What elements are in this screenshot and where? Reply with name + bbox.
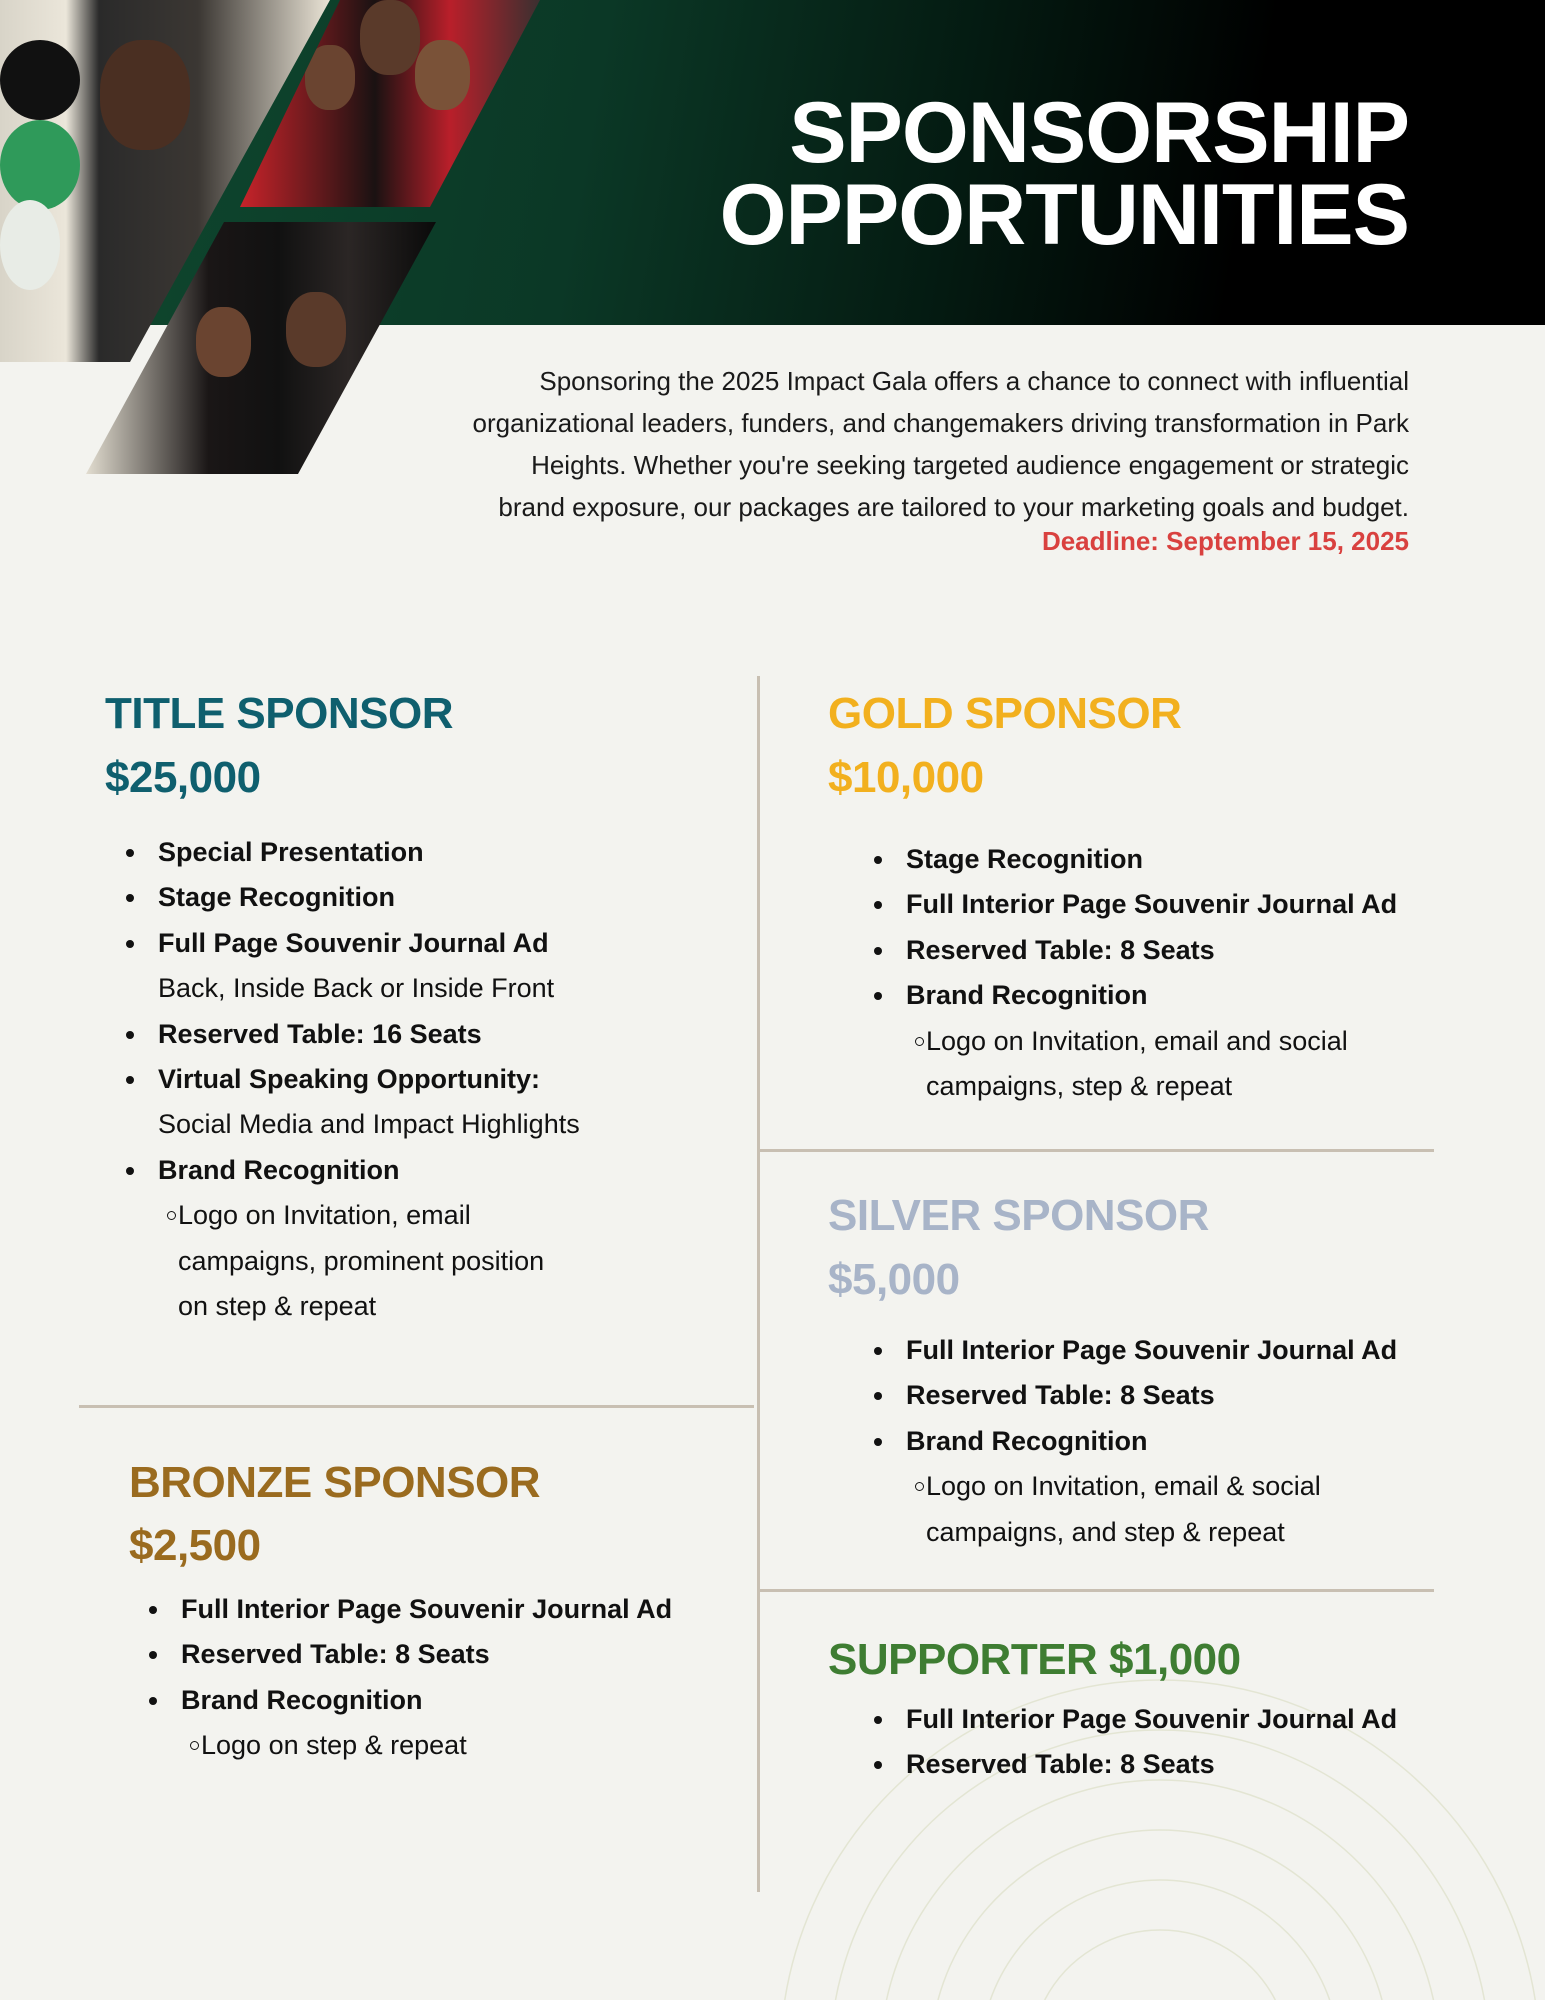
title-line: OPPORTUNITIES — [719, 167, 1409, 263]
bullet-icon — [874, 947, 882, 955]
circle-bullet-icon — [915, 1037, 924, 1046]
silver-sponsor-benefits — [874, 1328, 1397, 1555]
list-item-text: Full Interior Page Souvenir Journal Ad — [906, 1335, 1398, 1365]
bullet-icon — [874, 856, 882, 864]
list-item — [126, 1148, 580, 1193]
list-item-text: Stage Recognition — [906, 844, 1144, 874]
deadline-text: Deadline: September 15, 2025 — [1041, 526, 1409, 556]
decorative-arc — [1045, 1930, 1276, 2000]
list-item-text: Full Interior Page Souvenir Journal Ad — [181, 1594, 673, 1624]
list-item — [126, 1012, 580, 1057]
bullet-icon — [126, 849, 134, 857]
silver-sponsor-heading: SILVER SPONSOR — [828, 1191, 1209, 1240]
sub-list-item — [874, 1019, 1397, 1064]
list-item — [126, 1057, 580, 1102]
bullet-icon — [874, 1438, 882, 1446]
sub-list-item — [126, 1284, 580, 1329]
bullet-icon — [126, 1076, 134, 1084]
list-item-text: Brand Recognition — [158, 1154, 400, 1185]
bullet-icon — [149, 1697, 157, 1705]
list-item — [126, 830, 580, 875]
list-item — [874, 1419, 1397, 1464]
bullet-icon — [874, 1347, 882, 1355]
list-item-text: Brand Recognition — [906, 1425, 1148, 1456]
sub-list-item — [126, 1239, 580, 1284]
list-item — [874, 1742, 1397, 1787]
intro-line: Sponsoring the 2025 Impact Gala offers a chance to connect with influential — [539, 366, 1409, 396]
bullet-icon — [874, 901, 882, 909]
sub-list-item — [874, 1064, 1397, 1109]
list-item-text: campaigns, and step & repeat — [926, 1516, 1285, 1547]
list-item — [874, 882, 1397, 927]
list-item-text: Reserved Table: 8 Seats — [906, 934, 1215, 965]
decorative-arc — [990, 1880, 1329, 2000]
list-item-text: Special Presentation — [158, 837, 424, 867]
intro-line: brand exposure, our packages are tailored to your marketing goals and budget. — [498, 492, 1409, 522]
list-item — [149, 1632, 672, 1677]
decorative-arc — [938, 1830, 1382, 2000]
list-item-text: campaigns, step & repeat — [926, 1070, 1233, 1101]
bronze-sponsor-price: $2,500 — [129, 1521, 261, 1570]
list-item — [126, 966, 580, 1011]
horizontal-divider — [760, 1589, 1434, 1592]
horizontal-divider — [760, 1149, 1434, 1152]
list-item — [126, 875, 580, 920]
sub-list-item — [874, 1464, 1397, 1509]
bronze-sponsor-heading: BRONZE SPONSOR — [129, 1458, 541, 1507]
list-item-text: Brand Recognition — [181, 1684, 423, 1715]
list-item-text: Full Interior Page Souvenir Journal Ad — [906, 889, 1398, 920]
list-item-text: Logo on step & repeat — [201, 1730, 467, 1761]
bullet-icon — [874, 1716, 882, 1724]
list-item — [126, 1102, 580, 1147]
list-item-text: Full Page Souvenir Journal Ad — [158, 927, 549, 958]
title-line: SPONSORSHIP — [789, 85, 1409, 181]
intro-line: Heights. Whether you're seeking targeted audience engagement or strategic — [531, 450, 1409, 480]
list-item-text: Reserved Table: 8 Seats — [181, 1639, 490, 1670]
sub-list-item — [149, 1723, 672, 1768]
list-item — [874, 837, 1397, 882]
title-sponsor-benefits — [126, 830, 580, 1329]
sub-list-item — [126, 1193, 580, 1238]
bronze-sponsor-benefits — [149, 1587, 672, 1769]
list-item-text: Reserved Table: 8 Seats — [906, 1749, 1215, 1780]
list-item-text: Full Interior Page Souvenir Journal Ad — [906, 1704, 1398, 1734]
supporter-benefits — [874, 1697, 1397, 1788]
vertical-divider — [757, 676, 760, 1892]
gold-sponsor-benefits — [874, 837, 1397, 1109]
list-item-text: Stage Recognition — [158, 882, 396, 913]
list-item-text: on step & repeat — [178, 1290, 377, 1321]
horizontal-divider — [79, 1405, 754, 1408]
bullet-icon — [126, 1031, 134, 1039]
bullet-icon — [126, 1167, 134, 1175]
page-title — [719, 85, 1409, 263]
list-item — [126, 921, 580, 966]
list-item — [874, 973, 1397, 1018]
list-item — [874, 928, 1397, 973]
list-item-text: Logo on Invitation, email & social — [926, 1471, 1321, 1502]
list-item — [874, 1328, 1397, 1373]
silver-sponsor-price: $5,000 — [828, 1255, 960, 1304]
list-item-text: Back, Inside Back or Inside Front — [158, 973, 555, 1004]
bullet-icon — [874, 1392, 882, 1400]
gold-sponsor-price: $10,000 — [828, 753, 984, 802]
title-sponsor-price: $25,000 — [105, 753, 261, 802]
list-item-text: Social Media and Impact Highlights — [158, 1109, 580, 1140]
list-item-text: Reserved Table: 8 Seats — [906, 1380, 1215, 1411]
circle-bullet-icon — [190, 1741, 199, 1750]
list-item — [149, 1587, 672, 1632]
sub-list-item — [874, 1510, 1397, 1555]
intro-line: organizational leaders, funders, and changemakers driving transformation in Park — [472, 408, 1409, 438]
circle-bullet-icon — [167, 1211, 176, 1220]
list-item-text: Brand Recognition — [906, 980, 1148, 1011]
list-item-text: Virtual Speaking Opportunity: — [158, 1063, 541, 1094]
list-item-text: campaigns, prominent position — [178, 1245, 545, 1276]
bullet-icon — [126, 894, 134, 902]
list-item — [874, 1697, 1397, 1742]
intro-paragraph — [472, 360, 1409, 528]
bullet-icon — [874, 992, 882, 1000]
supporter-heading: SUPPORTER $1,000 — [828, 1635, 1241, 1684]
title-sponsor-heading: TITLE SPONSOR — [105, 689, 453, 738]
list-item-text: Logo on Invitation, email and social — [926, 1025, 1348, 1056]
bullet-icon — [126, 940, 134, 948]
list-item-text: Logo on Invitation, email — [178, 1200, 471, 1231]
circle-bullet-icon — [915, 1482, 924, 1491]
list-item — [149, 1678, 672, 1723]
bullet-icon — [149, 1606, 157, 1614]
bullet-icon — [874, 1761, 882, 1769]
list-item-text: Reserved Table: 16 Seats — [158, 1018, 482, 1049]
list-item — [874, 1373, 1397, 1418]
bullet-icon — [149, 1651, 157, 1659]
decorative-arc — [887, 1780, 1434, 2000]
gold-sponsor-heading: GOLD SPONSOR — [828, 689, 1182, 738]
